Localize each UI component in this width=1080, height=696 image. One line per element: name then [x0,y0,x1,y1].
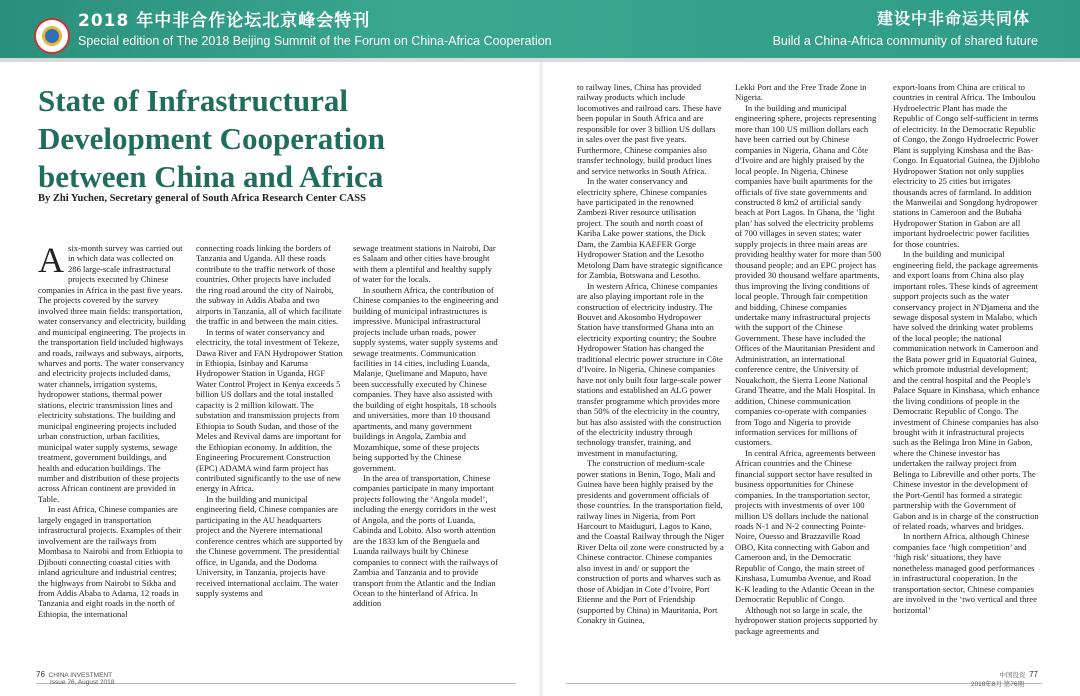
page-number-right: 77 [1029,670,1038,679]
drop-cap: A [38,243,64,280]
banner-left-subtitle: Special edition of The 2018 Beijing Summit of the Forum on China-Africa Cooperation [78,34,552,48]
text-column-1 [38,243,186,677]
issue-label-left: Issue 76, August 2018 [50,679,115,686]
paragraph: export-loans from China are critical to countries in central Africa. The Imboulou Hydroelectric Plant has made the Republic of Congo self-sufficient in terms of electricity. In the Democratic Republic of Congo, the Zongo Hydroelectric Power Plant is supplying Kinshasa and the Bas-Congo. In Equatorial Guinea, the Djibloho Hydropower Station not only supplies electricity to 25 cities but irrigates thousands acres of farmland. In addition the Manweilai and Songdong hydropower stations in Cameroon and the Bubaha Hydropower Station in Gabon are all important hydroelectric power facilities for those countries. [893,82,1040,249]
text-column-6 [893,82,1040,679]
banner-right-title: 建设中非命运共同体 [876,9,1030,28]
paragraph: In southern Africa, the contribution of Chinese companies to the engineering and building of municipal infrastructures is impressive. Municipal infrastructural projects include urban roads, power supply systems, water supply systems and sewage treatments. Communication facilities in 14 cities, including Luanda, Malanje, Quelimane and Maputo, have been successfully executed by Chinese companies. They have also assisted with the building of eight hospitals, 18 schools and universities, more than 10 thousand apartments, and many government buildings in Angola, Zambia and Mozambique, some of these projects being supported by the Chinese government. [353,284,499,473]
paragraph: In northern Africa, although Chinese companies face ‘high competition’ and ‘high risk’ situations, they have nonetheless managed good performances in infrastructural cooperation. In the transportation sector, Chinese companies are involved in the ‘two vertical and three horizontal’ [893,531,1037,615]
paragraph: Although not so large in scale, the hydropower station projects supported by package agreements and [735,604,878,636]
issue-label-right: 2018年8月 第76期 [970,681,1024,688]
paragraph: The construction of medium-scale power stations in Benin, Togo, Mali and Guinea have been highly praised by the presidents and government officials of those countries. In the transportation field, railway lines in Nigeria, from Port Harcourt to Maiduguri, Lagos to Kano, and the Coastal Railway through the Niger River Delta oil zone were constructed by a Chinese contractor. Chinese companies also invest in and/ or support the construction of ports and wharves such as those of Abidjan in Cote d’Ivoire, Port Etienne and the Port of Friendship (supported by China) in Mauritania, Port Conakry in Guinea, [577,458,724,626]
globe-icon [42,26,62,46]
text-column-2 [196,243,343,677]
text-column-4 [577,82,724,679]
article-title: State of Infrastructural Development Cooperation between China and Africa [38,83,385,194]
paragraph: Asix-month survey was carried out in which data was collected on 286 large-scale infrastructural projects executed by Chinese companies in Africa in the past five years. The projects covered by the survey involved three main fields: transportation, water conservancy and electricity, building and municipal engineering. The projects in the transportation field included highways and roads, railways and subways, airports, wharves and ports. The water conservancy and electricity projects included dams, water channels, irrigation systems, hydropower stations, thermal power stations, electric transmission lines and electricity substations. The building and municipal engineering projects included urban construction, urban facilities, municipal water supply systems, sewage treatment, government buildings, and health and education buildings. The number and distribution of these projects across African continent are provided in Table. [38,243,186,504]
paragraph: In the building and municipal engineering field, the package agreements and export loans from China also play important roles. These kinds of agreement support projects such as the water conservancy project in N'Djamena and the sewage disposal system in Malabo, which have solved the drinking water problems of the local people; the national communication network in Cameroon and the Bata power grid in Equatorial Guinea, which promote industrial development; and the central hospital and the People's Palace Square in Kinshasa, which enhance the living conditions of people in the Democratic Republic of Congo. The investment of Chinese companies has also brought with it infrastructural projects such as the Belinga Iron Mine in Gabon, where the Chinese investor has undertaken the railway project from Belinga to Libreville and other ports. The Chinese investor in the development of the Port-Gentil has formed a strategic partnership with the Government of Gabon and is in charge of the construction of related roads, wharves and bridges. [893,249,1040,532]
text-column-5 [735,82,882,679]
paragraph: In the building and municipal engineering field, Chinese companies are participating in the AU headquarters project and the Nyerere international conference centres which are supported by the Chinese government. The presidential office, in Uganda, and the Dodoma University, in Tanzania, projects have received international acclaim. The water supply systems and [196,493,343,598]
footer-right [971,670,1038,688]
publication-name-left: CHINA INVESTMENT [48,672,113,679]
banner-right-subtitle: Build a China-Africa community of shared future [772,34,1038,48]
summit-logo-icon [34,18,70,54]
paragraph: sewage treatment stations in Nairobi, Dar es Salaam and other cities have brought with them a plentiful and healthy supply of water for the locals. [353,243,496,285]
paragraph: In western Africa, Chinese companies are also playing important role in the construction of electricity industry. The Bouvet and Akosombo Hydropower Station have transformed Ghana into an electricity exporting country; the Soubre Hydropower Station has changed the traditional electric power structure in Côte d’Ivoire. In Nigeria, Chinese companies have not only built four large-scale power stations and established an ALG power transfer programme which provides more than 50% of the electricity in the country, but has also assisted with the construction of the electricity industry through technology transfer, training, and investment in manufacturing. [577,280,723,458]
paragraph: Lekki Port and the Free Trade Zone in Nigeria. [735,82,867,103]
banner-left-title: 2018 年中非合作论坛北京峰会特刊 [78,11,371,31]
text-column-3 [353,243,500,677]
paragraph: In terms of water conservancy and electricity, the total investment of Tekeze, Dawa River and FAN Hydropower Station in Ethiopia, Isinbay and Karuma Hydropower Station in Uganda, HGF Water Control Project in Kenya exceeds 5 billion US dollars and the total installed capacity is 2 million kilowatt. The substation and transmission projects from Ethiopia to South Sudan, and those of the Meles and Revival dams are important for the Ethiopian economy. In addition, the Engineering Procurement Construction (EPC) ADAMA wind farm project has contributed significantly to the use of new energy in Africa. [196,326,343,494]
paragraph: In the area of transportation, Chinese companies participate in many important projects following the ‘Angola model’, including the energy corridors in the west of Angola, and the ports of Luanda, Cabinda and Lobito. Also worth attention are the 1833 km of the Benguela and Luanda railways built by Chinese companies to connect with the railways of Zambia and Tanzania and to provide transport from the Atlantic and the Indian Ocean to the hinterland of Africa. In addition [353,472,499,609]
page-number-left: 76 [36,670,45,679]
header-banner [0,0,1080,58]
paragraph: In the building and municipal engineering sphere, projects representing more than 100 US million dollars each have been carried out by Chinese companies in Nigeria, Ghana and Côte d’Ivoire and are highly praised by the local people. In Nigeria, Chinese companies have built apartments for the officials of five state governments and constructed 8 km2 of artificial sandy beach at Port Lagos. In Ghana, the ‘light plan’ has solved the electricity problems of 700 villages in seven states; water supply projects in three main areas are providing healthy water for more than 500 thousand people; and an EPC project has provided 30 thousand welfare apartments, thus improving the living conditions of local people. Through fair competition and bidding, Chinese companies undertake many infrastructural projects with the support of the Chinese Government. These have included the Offices of the Mauritanian President and Administration, an international conference centre, the University of Nouakchott, the Sierra Leone National Grand Theatre, and the Mali Hospital. In addition, Chinese communication companies co-operate with companies from Togo and Nigeria to provide information services for millions of customers. [735,102,882,448]
paragraph: to railway lines, China has provided railway products which include locomotives and railroad cars. These have been popular in South Africa and are responsible for over 3 billion US dollars in sales over the past five years. Furthermore, Chinese companies also transfer technology, build product lines and service networks in South Africa. [577,82,722,176]
footer-left [36,670,114,686]
paragraph: connecting roads linking the borders of Tanzania and Uganda. All these roads contribute to the traffic network of those countries. Other projects have included the ring road around the city of Nairobi, the subway in Addis Ababa and two airports in Tanzania, all of which facilitate the traffic in and between the main cities. [196,243,342,327]
page-spine [538,62,544,696]
article-byline: By Zhi Yuchen, Secretary general of South Africa Research Center CASS [38,193,366,204]
paragraph: In central Africa, agreements between African countries and the Chinese financial support sector have resulted in business opportunities for Chinese companies. In the transportation sector, projects with investments of over 100 million US dollars include the national roads N-1 and N-2 connecting Pointe-Noire, Ouesso and Brazzaville Road OBO, Kita connecting with Gabon and Cameroon and, in the Democratic Republic of Congo, the main street of Kinshasa, Lumumba Avenue, and Road K-K leading to the Atlantic Ocean in the Democratic Republic of Congo. [735,447,876,605]
paragraph: In the water conservancy and electricity sphere, Chinese companies have participated in the renowned Zambezi River resource utilisation project. The south and north coast of Kariba Lake power stations, the Dick Dam, the Zambia KAEFER Gorge Hydropower Station and the Lesotho Metolong Dam have strategic significance for Zambia, Botswana and Lesotho. [577,176,723,281]
paragraph: In east Africa, Chinese companies are largely engaged in transportation infrastructural projects. Examples of their involvement are the railways from Mombasa to Nairobi and from Ethiopia to Djibouti connecting coastal cities with inland agriculture and industrial centres; the highways from Nairobi to Sikha and from Addis Ababa to Adama, 12 roads in Tanzania and eight roads in the north of Ethiopia, the international [38,504,183,619]
publication-name-right: 中国投资 [999,672,1026,679]
